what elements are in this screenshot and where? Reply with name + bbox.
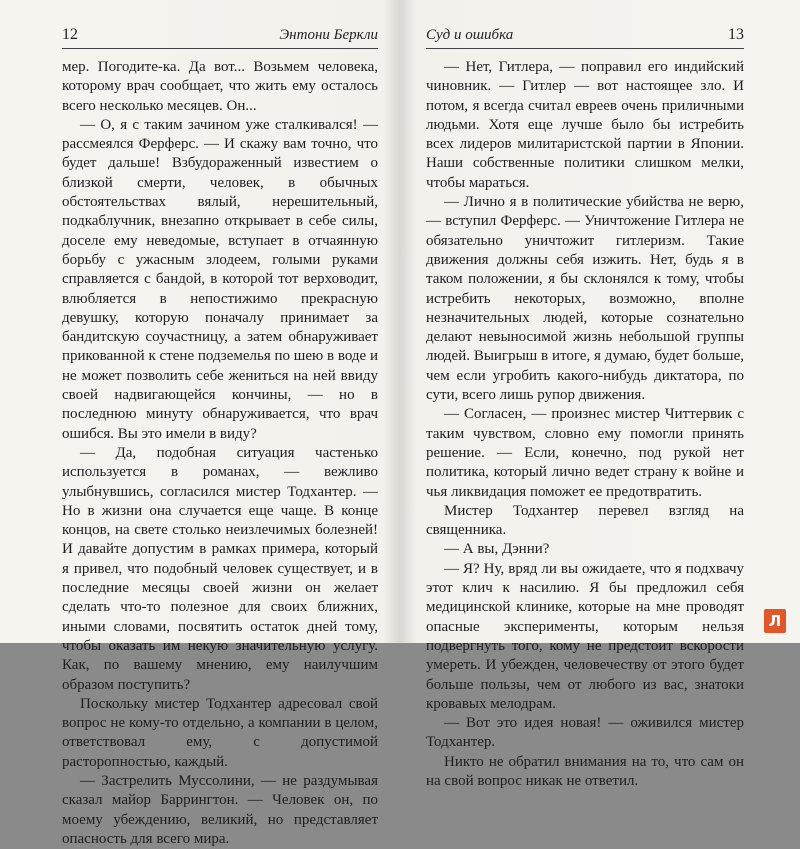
page-number: 12 [62, 26, 78, 43]
paragraph: мер. Погодите-ка. Да вот... Возьмем человека, которому врач сообщает, что жить ему осталось всего несколько месяцев. Он... [62, 59, 378, 114]
paragraph: Никто не обратил внимания на то, что сам он на свой вопрос никак не ответил. [426, 753, 744, 789]
paragraph: — Согласен, — произнес мистер Читтервик с таким чувством, словно ему помогли принять решение. — Если, конечно, под рукой нет политика, который лично ведет страну к войне и чья ликвидация поможет ее предотвратить. [426, 406, 744, 500]
right-page [402, 0, 800, 789]
running-title: Суд и ошибка [426, 27, 514, 43]
paragraph: — Да, подобная ситуация частенько используется в романах, — вежливо улыбнувшись, согласился мистер Тодхантер. — Но в жизни она случается еще чаще. В конце концов, на свете столько неизлечимых болезней! И давайте допустим в рамках примера, который я привел, что подобный человек существует, и в последние месяцы своей жизни он желает сделать что-то полезное для своих ближних, иными словами, посвятить остаток дней тому, чтобы оказать им некую значительную услугу. Как, по вашему мнению, ему наилучшим образом поступить? [62, 444, 378, 693]
paragraph: — А вы, Дэнни? [444, 541, 550, 558]
paragraph: — Нет, Гитлера, — поправил его индийский чиновник. — Гитлер — вот настоящее зло. И потом, я всегда считал евреев очень приличными людьми. Хотя еще лучше было бы истребить всех лидеров милитаристской партии в Японии. Наши собственные политики слишком мелки, чтобы мараться. [426, 59, 744, 191]
paragraph: — О, я с таким зачином уже сталкивался! — рассмеялся Ферферс. — И скажу вам точно, что будет дальше! Взбудораженный известием о близкой смерти, человек, в обычных обстоятельствах вялый, нерешительный, подкаблучник, внезапно открывает в себе силы, доселе ему неведомые, вступает в отчаянную борьбу с ужасным злодеем, голыми руками справляется с бандой, в которой тот верховодит, влюбляется в непостижимо прекрасную девушку, которую поначалу принимает за бандитскую соучастницу, а затем обнаруживает прикованной к стене подземелья по шею в воде и не может позволить себе жениться на ней ввиду своей надвигающейся кончины, — но в последнюю минуту обнаруживается, что врач ошибся. Вы это имели в виду? [62, 116, 378, 442]
left-page-text [62, 58, 378, 849]
running-title: Энтони Беркли [279, 27, 378, 43]
paragraph: Мистер Тодхантер перевел взгляд на священника. [426, 502, 744, 539]
paragraph: — Я? Ну, вряд ли вы ожидаете, что я подхвачу этот клич к насилию. Я бы предложил себя медицинской клинике, которые на мне проводят опасные эксперименты, которым нельзя подвергнуть того, кому не предстоит вскорости умереть. И убежден, человечеству от этого будет больше пользы, чем от любого из вас, знатоки кровавых мелодрам. [426, 560, 744, 712]
left-page-header [62, 26, 378, 49]
right-page-text [426, 58, 744, 791]
left-page [0, 0, 398, 847]
paragraph: — Лично я в политические убийства не верю, — вступил Ферферс. — Уничтожение Гитлера не обязательно уничтожит гитлеризм. Такие движения должны себя изжить. Нет, будь я в таком положении, я бы склонялся к тому, чтобы истребить некоторых, возможно, вполне незначительных людей, которые сознательно делают невыносимой жизнь небольшой группы людей. Выигрыш в итоге, я думаю, будет больше, чем если угробить какого-нибудь диктатора, по сути, всего лишь рупор движения. [426, 194, 744, 404]
right-page-header [426, 26, 744, 49]
paragraph: — Застрелить Муссолини, — не раздумывая сказал майор Баррингтон. — Человек он, по моему убеждению, великий, но представляет опасность для всего мира. [62, 772, 378, 847]
paragraph: — Вот это идея новая! — оживился мистер Тодхантер. [426, 715, 744, 751]
page-number: 13 [728, 26, 744, 43]
publisher-logo-icon: Л [764, 609, 786, 633]
paragraph: Поскольку мистер Тодхантер адресовал свой вопрос не кому-то отдельно, а компании в целом, ответствовал ему, с допустимой расторопностью, каждый. [62, 695, 378, 770]
